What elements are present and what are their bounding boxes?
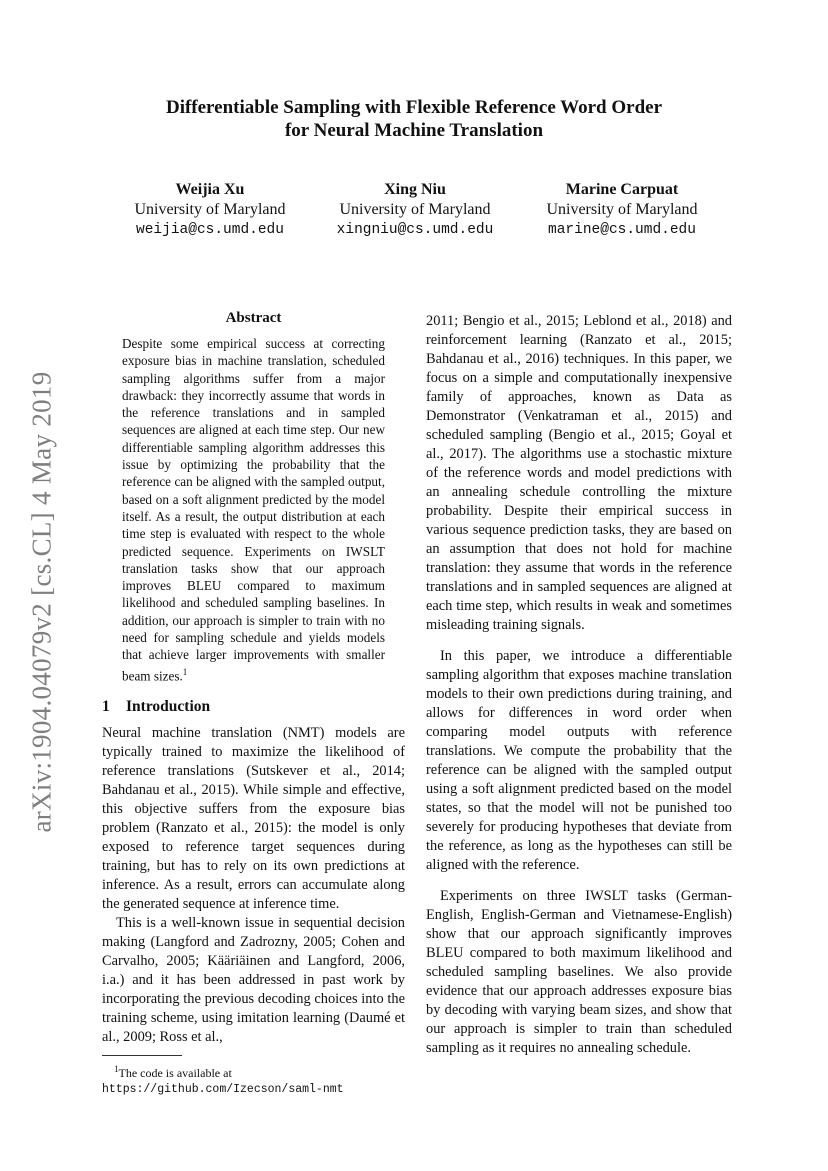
footnote-marker: 1 [182, 666, 188, 677]
footnote-rule [102, 1055, 182, 1056]
author-3 [512, 180, 732, 240]
right-paragraph-1: 2011; Bengio et al., 2015; Leblond et al., 2018) and reinforcement learning (Ranzato et al., 2015; Bahdanau et al., 2016) techniques. In this paper, we focus on a simple and computationally inexpensive family of approaches, known as Data as Demonstrator (Venkatraman et al., 2015) and scheduled sampling (Bengio et al., 2015; Goyal et al., 2017). The algorithms use a stochastic mixture of the reference words and model predictions with an annealing schedule controlling the mixture probability. Despite their empirical success in various sequence prediction tasks, they are based on an assumption that does not hold for machine translation: they assume that words in the reference translations and in sampled sequences are aligned at each time step, which results in weak and sometimes misleading training signals. [426, 313, 732, 633]
author-name: Weijia Xu [175, 181, 245, 198]
paper-title [0, 96, 828, 142]
author-name: Xing Niu [384, 181, 446, 198]
right-column [426, 312, 732, 1058]
right-paragraph-2: In this paper, we introduce a differentiable sampling algorithm that exposes machine translation models to their own predictions during training, and allows for differences in word order when comparing model outputs with reference translations. We compute the probability that the reference can be aligned with the sampled output using a soft alignment predicted based on the model states, so that the model will not be punished too severely for producing hypotheses that deviate from the reference, as long as the hypotheses can still be aligned with the reference. [426, 648, 732, 873]
author-name: Marine Carpuat [565, 181, 679, 198]
title-line-2: for Neural Machine Translation [284, 120, 544, 141]
footnote-number: 1 [114, 1064, 119, 1075]
right-paragraph-3: Experiments on three IWSLT tasks (German-English, English-German and Vietnamese-English) show that our approach significantly improves BLEU compared to both maximum likelihood and scheduled sampling baselines. We also provide evidence that our approach addresses exposure bias by decoding with varying beam sizes, and show that our approach is simpler to train than scheduled sampling as it requires no annealing schedule. [426, 888, 732, 1056]
section-heading [102, 698, 405, 716]
section-number: 1 [102, 698, 110, 716]
author-affiliation: University of Maryland [134, 201, 286, 218]
abstract-heading: Abstract [225, 310, 282, 326]
abstract-text [122, 335, 385, 684]
arxiv-id: arXiv:1904.04079v2 [cs.CL] 4 May 2019 [26, 371, 57, 833]
intro-paragraph-2: This is a well-known issue in sequential decision making (Langford and Zadrozny, 2005; Cohen and Carvalho, 2005; Kääriäinen and Langford, 2006, i.a.) and it has been addressed in past work by incorporating the previous decoding choices into the training scheme, using imitation learning (Daumé et al., 2009; Ross et al., [102, 915, 405, 1046]
author-block [100, 180, 740, 250]
footnote-url[interactable]: https://github.com/Izecson/saml-nmt [102, 1083, 344, 1097]
footnote [102, 1062, 405, 1097]
footnote-text: The code is available at [118, 1066, 232, 1081]
title-line-1: Differentiable Sampling with Flexible Reference Word Order [165, 97, 663, 118]
author-affiliation: University of Maryland [339, 201, 491, 218]
author-2 [305, 180, 525, 240]
author-1 [100, 180, 320, 240]
author-affiliation: University of Maryland [546, 201, 698, 218]
abstract-body: Despite some empirical success at correcting exposure bias in machine translation, scheduled sampling algorithms suffer from a major drawback: they incorrectly assume that words in the reference translations and in sampled sequences are aligned at each time step. Our new differentiable sampling algorithm addresses this issue by optimizing the probability that the reference can be aligned with the sampled output, based on a soft alignment predicted by the model itself. As a result, the output distribution at each time step is evaluated with respect to the whole predicted sequence. Experiments on IWSLT translation tasks show that our approach improves BLEU compared to maximum likelihood and scheduled sampling baselines. In addition, our approach is simpler to train with no need for sampling schedule and yields models that achieve larger improvements with smaller beam sizes. [122, 336, 385, 684]
author-email: weijia@cs.umd.edu [136, 222, 284, 238]
arxiv-stamp [22, 362, 62, 842]
author-email: marine@cs.umd.edu [548, 222, 696, 238]
author-email: xingniu@cs.umd.edu [336, 222, 494, 238]
left-column [102, 310, 405, 1097]
section-title: Introduction [126, 698, 211, 716]
intro-paragraph-1: Neural machine translation (NMT) models are typically trained to maximize the likelihood of reference translations (Sutskever et al., 2014; Bahdanau et al., 2015). While simple and effective, this objective suffers from the exposure bias problem (Ranzato et al., 2015): the model is only exposed to reference target sequences during training, but has to rely on its own predictions at inference. As a result, errors can accumulate along the generated sequence at inference time. [102, 725, 405, 913]
